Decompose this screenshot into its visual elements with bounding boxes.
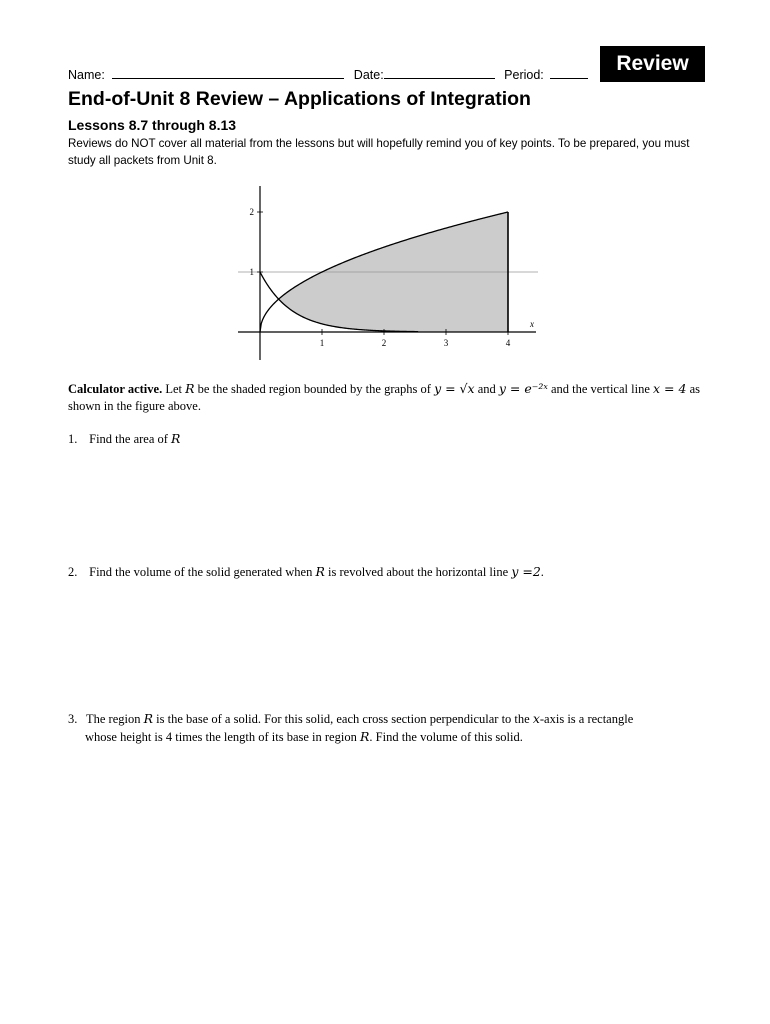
question-number: 3.: [68, 712, 78, 726]
equation-vertical: x = 4: [653, 381, 687, 396]
page-title: End-of-Unit 8 Review – Applications of Integration: [68, 88, 531, 110]
name-field[interactable]: [112, 66, 344, 79]
intro-text: Reviews do NOT cover all material from the lessons but will hopefully remind you of key points. To be prepared, you must study all packets from Unit 8.: [68, 137, 690, 167]
date-field[interactable]: [384, 66, 495, 79]
question-text: Find the area of: [89, 432, 172, 446]
page-subtitle: Lessons 8.7 through 8.13: [68, 117, 237, 133]
question-line: 3. The region R is the base of a solid. For this solid, each cross section perpendicular to the x-axis is a rectangle: [68, 711, 634, 726]
y-tick-label: 1: [249, 267, 254, 277]
region-figure: [236, 184, 542, 364]
x-tick-label: 4: [505, 338, 511, 348]
equation-sqrt: y = √x: [434, 381, 475, 396]
x-axis-label: x: [530, 319, 534, 329]
region-graph: [236, 184, 542, 364]
x-tick-label: 3: [443, 338, 449, 348]
question-number: 2.: [68, 565, 78, 579]
name-label: Name:: [68, 68, 105, 82]
y-tick-label: 2: [249, 207, 254, 217]
question-1: 1. Find the area of R: [68, 431, 181, 446]
x-tick-label: 2: [381, 338, 387, 348]
question-2: 2. Find the volume of the solid generated when R is revolved about the horizontal line y =2.: [68, 564, 544, 579]
x-tick-label: 1: [319, 338, 325, 348]
question-3: [68, 710, 708, 746]
header-row: [68, 66, 588, 82]
question-text: Find the volume of the solid generated when: [89, 565, 316, 579]
question-number: 1.: [68, 432, 78, 446]
period-label: Period:: [504, 68, 544, 82]
region-var: R: [185, 381, 195, 396]
review-badge: Review: [600, 46, 705, 82]
calculator-note: Calculator active.: [68, 382, 163, 396]
question-line: whose height is 4 times the length of its base in region R. Find the volume of this solid.: [85, 729, 523, 744]
problem-prompt: Calculator active. Let R be the shaded region bounded by the graphs of y = √x and y = e⁻²ˣ and the vertical line x = 4 as shown in the figure above.: [68, 381, 700, 413]
equation-exp: y = e⁻²ˣ: [498, 381, 548, 396]
period-field[interactable]: [550, 66, 588, 79]
date-label: Date:: [353, 68, 384, 82]
